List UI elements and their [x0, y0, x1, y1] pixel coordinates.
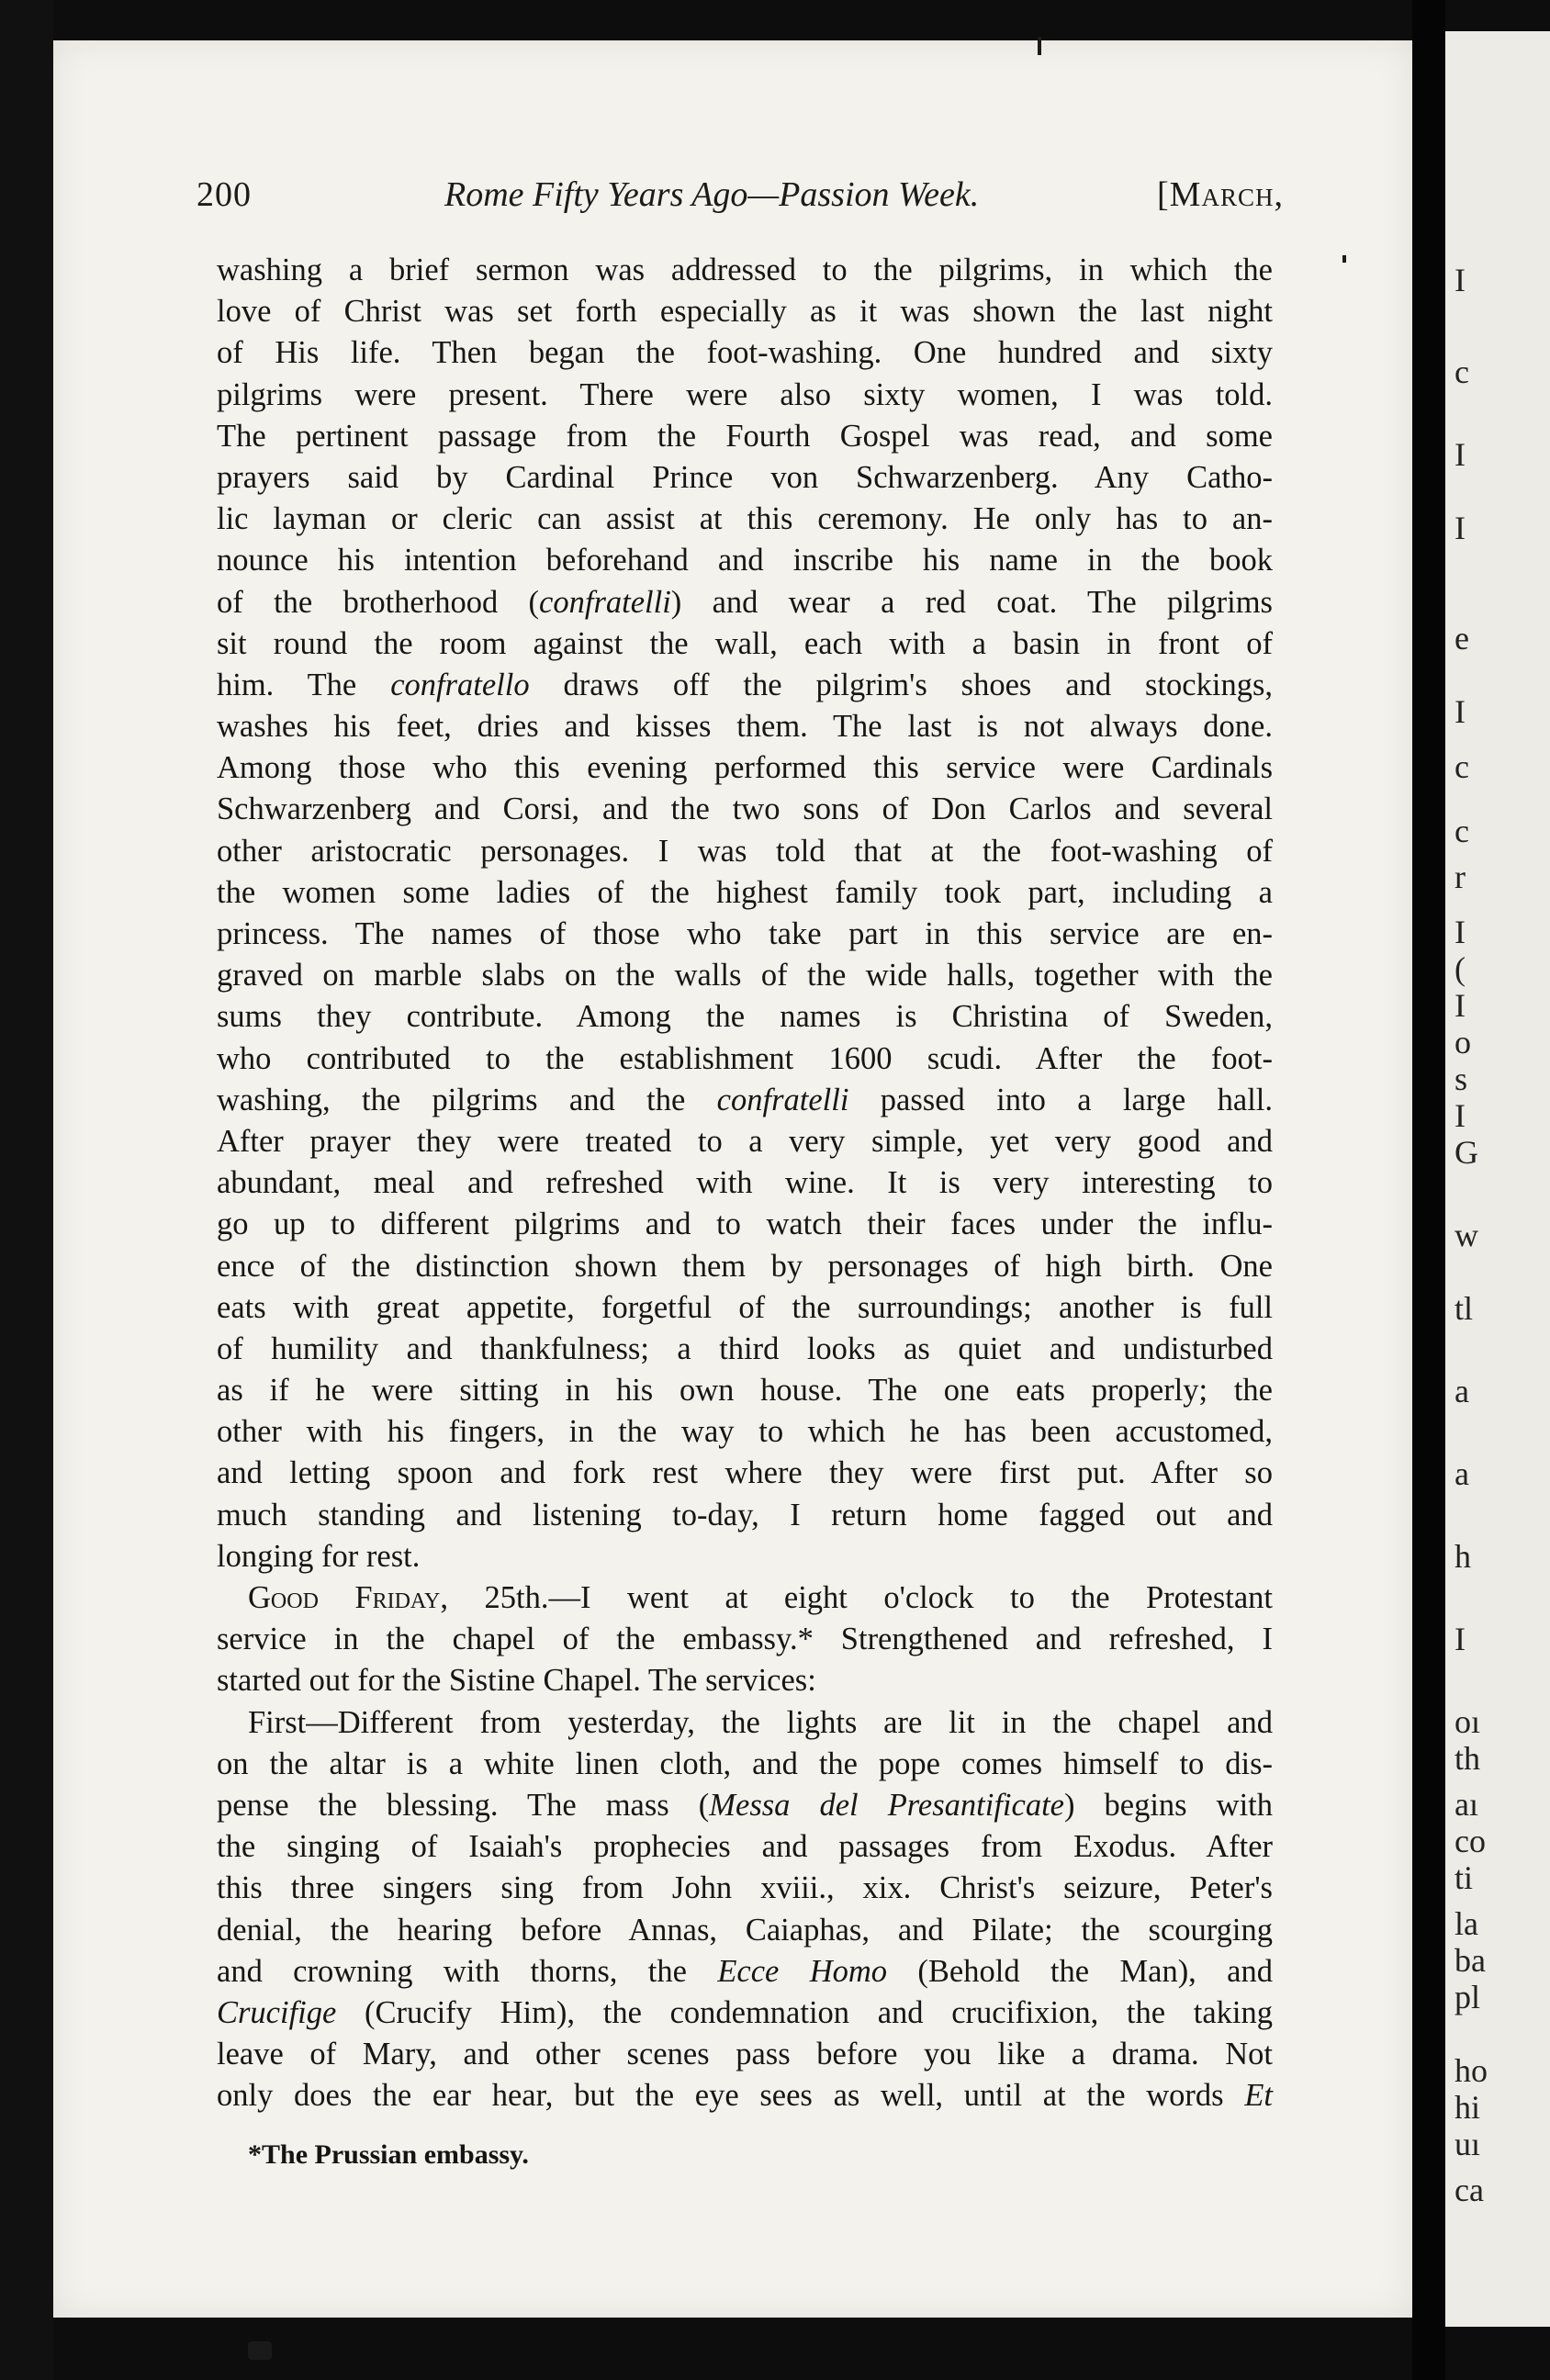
facing-text-fragment: r [1455, 859, 1466, 895]
text-line: Schwarzenberg and Corsi, and the two sons of Don Carlos and several [217, 791, 1273, 827]
facing-text-fragment: aı [1455, 1786, 1478, 1823]
scan-speck [1342, 255, 1346, 263]
text-line: pilgrims were present. There were also sixty women, I was told. [217, 376, 1273, 412]
text-line: denial, the hearing before Annas, Caiaphas, and Pilate; the scourging [217, 1912, 1273, 1948]
facing-text-fragment: a [1455, 1455, 1469, 1492]
text-line: sit round the room against the wall, each with a basin in front of [217, 625, 1273, 661]
facing-text-fragment: ba [1455, 1942, 1486, 1979]
text-line: and letting spoon and fork rest where they were first put. After so [217, 1455, 1273, 1491]
text-line: After prayer they were treated to a very simple, yet very good and [217, 1123, 1273, 1159]
facing-page-edge [1445, 31, 1550, 2327]
facing-text-fragment: c [1455, 354, 1469, 390]
text-line: and crowning with thorns, the Ecce Homo (Behold the Man), and [217, 1953, 1273, 1989]
facing-text-fragment: G [1455, 1134, 1478, 1171]
book-gutter [1412, 0, 1445, 2380]
text-line: other aristocratic personages. I was told that at the foot-washing of [217, 833, 1273, 869]
facing-text-fragment: hi [1455, 2089, 1481, 2126]
text-line: washes his feet, dries and kisses them. The last is not always done. [217, 709, 1273, 745]
text-line: prayers said by Cardinal Prince von Schwarzenberg. Any Catho- [217, 459, 1273, 495]
facing-text-fragment: uı [1455, 2126, 1481, 2162]
facing-text-fragment: ca [1455, 2172, 1484, 2208]
header-month: [March, [1157, 175, 1284, 214]
text-line: graved on marble slabs on the walls of the wide halls, together with the [217, 958, 1273, 994]
facing-text-fragment: I [1455, 1621, 1466, 1657]
facing-text-fragment: I [1455, 914, 1466, 950]
facing-text-fragment: s [1455, 1061, 1468, 1097]
text-line: abundant, meal and refreshed with wine. It is very interesting to [217, 1165, 1273, 1201]
text-line: sums they contribute. Among the names is Christina of Sweden, [217, 999, 1273, 1035]
text-line: service in the chapel of the embassy.* Strengthened and refreshed, I [217, 1622, 1273, 1657]
text-line: the women some ladies of the highest family took part, including a [217, 874, 1273, 910]
scan-speck [1038, 37, 1041, 55]
facing-text-fragment: o [1455, 1024, 1471, 1061]
page-header [197, 174, 1284, 226]
text-line: love of Christ was set forth especially as it was shown the last night [217, 294, 1273, 330]
text-line: of His life. Then began the foot-washing. One hundred and sixty [217, 335, 1273, 371]
facing-text-fragment: la [1455, 1905, 1478, 1942]
text-line: washing, the pilgrims and the confratelli passed into a large hall. [217, 1082, 1273, 1117]
facing-text-fragment: oı [1455, 1703, 1481, 1740]
body-text [217, 250, 1273, 2116]
running-title: Rome Fifty Years Ago—Passion Week. [444, 175, 980, 214]
footnote: *The Prussian embassy. [248, 2139, 529, 2170]
facing-text-fragment: I [1455, 510, 1466, 546]
text-line: longing for rest. [217, 1538, 421, 1574]
text-line: of the brotherhood (confratelli) and wear a red coat. The pilgrims [217, 584, 1273, 620]
facing-text-fragment: I [1455, 693, 1466, 730]
text-line: leave of Mary, and other scenes pass before you like a drama. Not [217, 2037, 1273, 2072]
text-line: ence of the distinction shown them by personages of high birth. One [217, 1248, 1273, 1284]
text-line: on the altar is a white linen cloth, and the pope comes himself to dis- [217, 1746, 1273, 1781]
text-line: nounce his intention beforehand and inscribe his name in the book [217, 543, 1273, 578]
text-line: Crucifige (Crucify Him), the condemnation and crucifixion, the taking [217, 1994, 1273, 2030]
facing-text-fragment: pl [1455, 1979, 1481, 2015]
text-line: who contributed to the establishment 1600 scudi. After the foot- [217, 1040, 1273, 1076]
facing-text-fragment: tl [1455, 1290, 1474, 1327]
text-line: started out for the Sistine Chapel. The services: [217, 1663, 816, 1699]
facing-text-fragment: c [1455, 813, 1469, 849]
text-line: him. The confratello draws off the pilgrim's shoes and stockings, [217, 667, 1274, 702]
text-line: other with his fingers, in the way to which he has been accustomed, [217, 1414, 1273, 1450]
facing-text-fragment: ( [1455, 950, 1466, 987]
text-line: go up to different pilgrims and to watch their faces under the influ- [217, 1207, 1273, 1242]
facing-text-fragment: w [1455, 1217, 1478, 1253]
text-line: The pertinent passage from the Fourth Gospel was read, and some [217, 418, 1273, 454]
facing-text-fragment: c [1455, 748, 1469, 785]
text-line: the singing of Isaiah's prophecies and passages from Exodus. After [217, 1829, 1273, 1865]
scan-speck [248, 2341, 272, 2360]
facing-text-fragment: ho [1455, 2052, 1488, 2089]
text-line: of humility and thankfulness; a third looks as quiet and undisturbed [217, 1330, 1273, 1366]
text-line: lic layman or cleric can assist at this ceremony. He only has to an- [217, 501, 1273, 537]
text-line: eats with great appetite, forgetful of the surroundings; another is full [217, 1289, 1273, 1325]
facing-text-fragment: e [1455, 620, 1469, 657]
text-line: washing a brief sermon was addressed to the pilgrims, in which the [217, 253, 1273, 287]
good-friday-heading: Good Friday [248, 1580, 441, 1615]
facing-text-fragment: a [1455, 1373, 1469, 1409]
facing-text-fragment: I [1455, 262, 1466, 298]
facing-text-fragment: I [1455, 987, 1466, 1024]
text-line: as if he were sitting in his own house. The one eats properly; the [217, 1373, 1273, 1409]
good-friday-line: Good Friday, 25th.—I went at eight o'clock to the Protestant [248, 1580, 1273, 1615]
page-number: 200 [197, 175, 252, 214]
facing-text-fragment: I [1455, 436, 1466, 473]
facing-text-fragment: co [1455, 1823, 1486, 1859]
text-line: pense the blessing. The mass (Messa del Presantificate) begins with [217, 1787, 1274, 1823]
text-line: First—Different from yesterday, the lights are lit in the chapel and [248, 1704, 1273, 1740]
facing-text-fragment: I [1455, 1097, 1466, 1134]
scan-left-edge [0, 0, 53, 2380]
text-line: princess. The names of those who take part in this service are en- [217, 916, 1273, 951]
text-line: only does the ear hear, but the eye sees as well, until at the words Et [217, 2078, 1273, 2114]
facing-text-fragment: ti [1455, 1859, 1474, 1896]
facing-text-fragment: th [1455, 1740, 1481, 1777]
text-line: Among those who this evening performed this service were Cardinals [217, 750, 1273, 786]
text-line: much standing and listening to-day, I return home fagged out and [217, 1497, 1273, 1532]
text-line: this three singers sing from John xviii., xix. Christ's seizure, Peter's [217, 1870, 1273, 1906]
facing-text-fragment: h [1455, 1538, 1471, 1575]
